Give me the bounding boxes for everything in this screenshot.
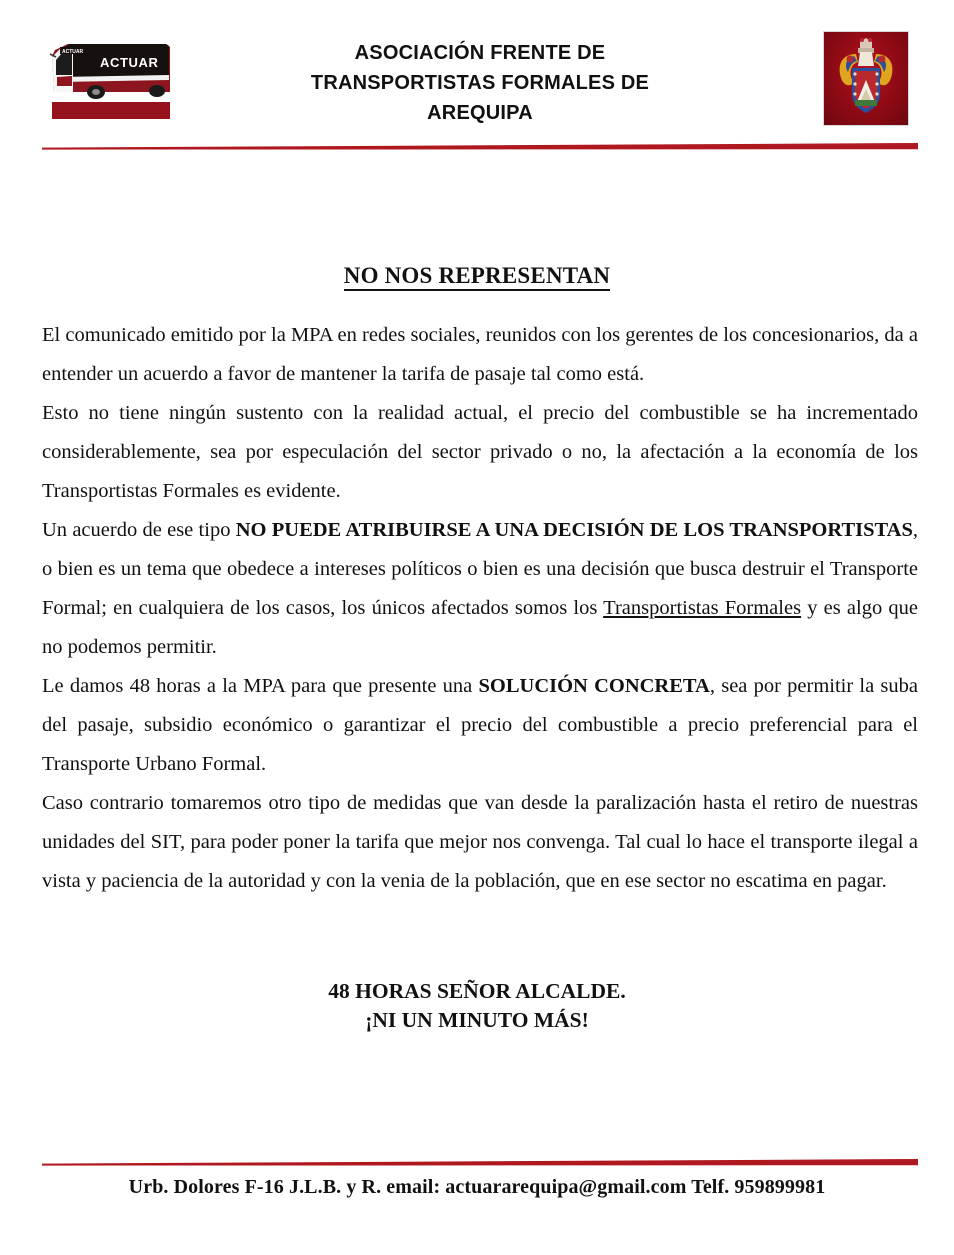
run-text: Un acuerdo de ese tipo xyxy=(42,519,236,541)
paragraph-3 xyxy=(42,511,918,667)
organization-title xyxy=(260,38,700,128)
run-text: Esto no tiene ningún sustento con la realidad actual, el precio del combustible se ha incrementado considerablemente, sea por especulación del sector privado o no, la afectación a la economía de los Transportistas Formales es evidente. xyxy=(42,402,918,502)
run-emphasis-bold: NO PUEDE ATRIBUIRSE A UNA DECISIÓN DE LOS TRANSPORTISTAS xyxy=(235,519,913,541)
document-body xyxy=(42,316,918,901)
paragraph-5 xyxy=(42,784,918,901)
footer-contact-info xyxy=(0,1176,954,1199)
svg-text:ACTUAR: ACTUAR xyxy=(62,49,84,55)
run-text: El comunicado emitido por la MPA en redes sociales, reunidos con los gerentes de los concesionarios, da a entender un acuerdo a favor de mantener la tarifa de pasaje tal como está. xyxy=(42,324,918,385)
run-emphasis-underline: Transportistas Formales xyxy=(603,597,802,619)
closing-line-2: ¡NI UN MINUTO MÁS! xyxy=(365,1008,589,1032)
bus-logo-icon xyxy=(38,30,184,125)
run-text: Le damos 48 horas a la MPA para que presente una xyxy=(42,675,479,697)
run-emphasis-bold: SOLUCIÓN CONCRETA xyxy=(478,675,710,697)
document-header xyxy=(0,0,954,140)
arequipa-coat-of-arms-icon xyxy=(823,31,909,126)
run-text: y es algo que no podemos permitir. xyxy=(42,597,918,658)
paragraph-2 xyxy=(42,394,918,511)
footer-divider xyxy=(42,1159,918,1166)
header-divider xyxy=(42,143,918,150)
closing-statement xyxy=(0,977,954,1035)
footer-text: Urb. Dolores F-16 J.L.B. y R. email: actuararequipa@gmail.com Telf. 959899981 xyxy=(128,1176,826,1198)
org-title-line-2: TRANSPORTISTAS FORMALES DE xyxy=(310,72,650,94)
run-text: , o bien es un tema que obedece a intereses políticos o bien es una decisión que busca destruir el Transporte Formal; en cualquiera de los casos, los únicos afectados somos los xyxy=(42,519,918,619)
svg-text:ACTUAR: ACTUAR xyxy=(100,55,159,70)
run-text: Caso contrario tomaremos otro tipo de medidas que van desde la paralización hasta el retiro de nuestras unidades del SIT, para poder poner la tarifa que mejor nos convenga. Tal cual lo hace el transporte ilegal a vista y paciencia de la autoridad y con la venia de la población, que en ese sector no escatima en pagar. xyxy=(42,792,918,892)
page-title xyxy=(0,263,954,289)
org-title-line-3: AREQUIPA xyxy=(427,102,533,124)
page-title-text: NO NOS REPRESENTAN xyxy=(344,263,610,291)
paragraph-4 xyxy=(42,667,918,784)
org-title-line-1: ASOCIACIÓN FRENTE DE xyxy=(354,42,606,64)
run-text: , sea por permitir la suba del pasaje, subsidio económico o garantizar el precio del combustible a precio preferencial para el Transporte Urbano Formal. xyxy=(42,675,918,775)
paragraph-1 xyxy=(42,316,918,394)
closing-line-1: 48 HORAS SEÑOR ALCALDE. xyxy=(328,979,626,1003)
